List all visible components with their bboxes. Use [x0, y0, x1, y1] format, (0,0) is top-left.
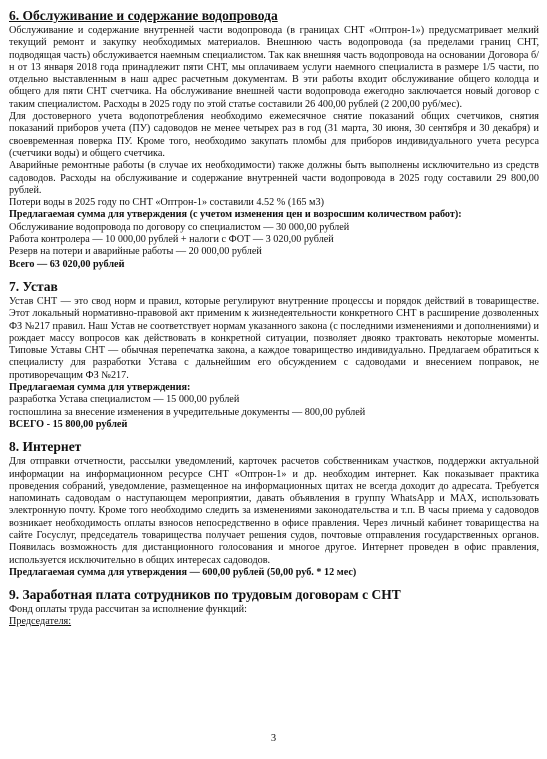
paragraph: Для отправки отчетности, рассылки уведомлений, карточек расчетов собственникам участков, поддержки актуальной информации на информационном ресурсе СНТ «Оптрон-1» и др. необходим интернет. Как показывает практика проведения собраний, уведомление, размещенное на информационных щитах не всегда доходит до адресата. Требуется напоминать садоводам о наступающем мероприятии, давать объявления в группу WhatsApp и MAX, использовать электронную почту. Кроме того необходимо следить за изменениями законодательства и т.п. В часы приема у садоводов возникает необходимость оплаты взносов непосредственно в офисе правления. Через личный кабинет товарищества на сайте Госуслуг, председатель товарищества получает решения судов, почтовые отправления государственных органов. Появилась возможность для дистанционного голосования и многое другое. Интернет проведен в офис правления, используется исключительно в общих интересах садоводов.: [9, 456, 539, 566]
proposal-line: Предлагаемая сумма для утверждения — 600,00 рублей (50,00 руб. * 12 мес): [9, 566, 357, 578]
role-label: Председателя:: [9, 616, 72, 628]
cost-line: разработка Устава специалистом — 15 000,00 рублей: [9, 394, 240, 406]
document-page: [9, 8, 539, 637]
section-charter: [9, 279, 539, 431]
proposal-heading: Предлагаемая сумма для утверждения (с учетом изменения цен и возросшим количеством работ):: [9, 209, 462, 221]
section-internet: [9, 439, 539, 579]
proposal-heading: Предлагаемая сумма для утверждения:: [9, 382, 191, 394]
cost-line: Работа контролера — 10 000,00 рублей + налоги с ФОТ — 3 020,00 рублей: [9, 234, 334, 246]
paragraph: Потери воды в 2025 году по СНТ «Оптрон-1» составили 4.52 % (165 м3): [9, 197, 324, 209]
section-water-supply: [9, 8, 539, 271]
total-line: Всего — 63 020,00 рублей: [9, 258, 125, 270]
section-title: 6. Обслуживание и содержание водопровода: [9, 8, 278, 23]
paragraph: Для достоверного учета водопотребления необходимо ежемесячное снятие показаний общих счетчиков, снятия показаний приборов учета (ПУ) садоводов не менее четырех раз в год (31 марта, 30 июня, 30 сентября и 30 декабря) и своевременная поверка ПУ. Кроме того, необходимо закупать пломбы для приборов индивидуального учета ресурса (счетчики воды) и общего счетчика.: [9, 111, 539, 159]
paragraph: Аварийные ремонтные работы (в случае их необходимости) также должны быть выполнены исключительно из средств садоводов. Расходы на обслуживание и содержание внутренней части водопровода в 2025 году составили 29 800,00 рублей.: [9, 160, 539, 196]
page-number: 3: [270, 733, 277, 744]
section-salaries: [9, 587, 539, 629]
total-line: ВСЕГО - 15 800,00 рублей: [9, 418, 128, 430]
paragraph: Фонд оплаты труда рассчитан за исполнение функций:: [9, 604, 247, 616]
section-title: 9. Заработная плата сотрудников по трудовым договорам с СНТ: [9, 587, 401, 603]
cost-line: Обслуживание водопровода по договору со специалистом — 30 000,00 рублей: [9, 221, 350, 233]
section-title: 7. Устав: [9, 278, 58, 294]
section-title: 8. Интернет: [9, 439, 82, 455]
paragraph: Обслуживание и содержание внутренней части водопровода (в границах СНТ «Оптрон-1») предусматривает мелкий текущий ремонт и закупку необходимых материалов. Внешнюю часть водопровода (за пределами границ СНТ, подводящая часть) обслуживается наемным специалистом. Так как внешняя часть водопровода на основании Договора б/н от 13 января 2018 года принадлежит пяти СНТ, мы оплачиваем услуги наемного специалиста в размере 1/5 части, по отдельно выставленным в наш адрес расчетным документам. В эти работы входит обслуживание общего колодца и общего для пяти СНТ счетчика. На обслуживание внешней части водопровода ежегодно заключается новый договор с таким специалистом. Расходы в 2025 году по этой статье составили 26 400,00 рублей (2 200,00 руб/мес).: [9, 25, 539, 110]
cost-line: Резерв на потери и аварийные работы — 20 000,00 рублей: [9, 246, 262, 258]
cost-line: госпошлина за внесение изменения в учредительные документы — 800,00 рублей: [9, 406, 366, 418]
paragraph: Устав СНТ — это свод норм и правил, которые регулируют внутренние процессы и порядок действий в товариществе. Этот локальный нормативно-правовой акт применим к жизнедеятельности конкретного СНТ в расширение дозволенных ФЗ №217 правил. Наш Устав не соответствует нормам указанного закона (с последними изменениями и дополнениями) и рождает массу вопросов как действовать в конкретной ситуации, позволяет двояко трактовать некоторые моменты. Типовые Уставы СНТ — обычная перепечатка закона, а каждое товарищество индивидуально. Предлагаем обратиться к специалисту для разработки Устава с дальнейшим его обсуждением с садоводами и внесением поправок, не противоречащим ФЗ №217.: [9, 295, 539, 381]
